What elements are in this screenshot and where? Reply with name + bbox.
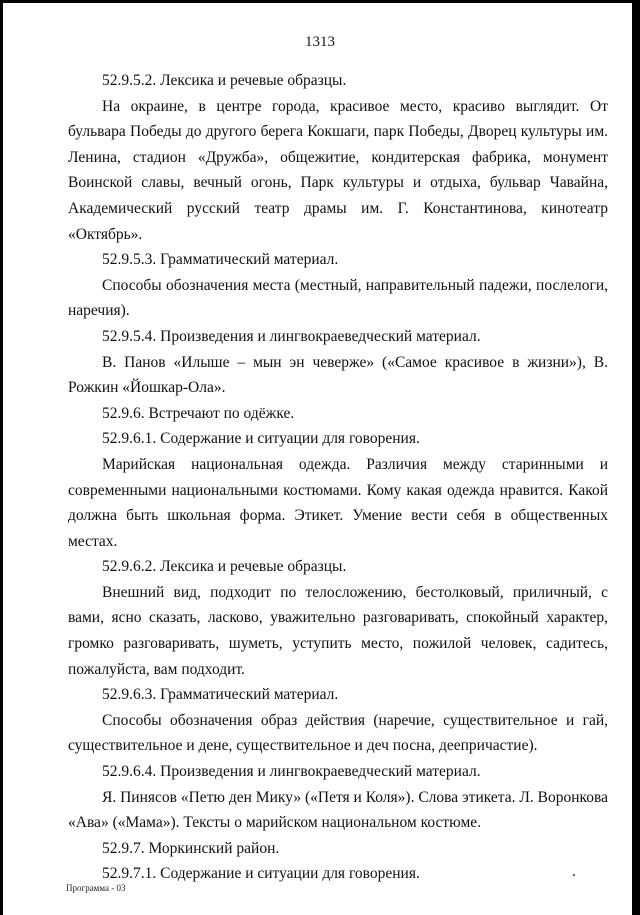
scan-border-right: [632, 0, 640, 915]
paragraph-vocabulary-appearance: Внешний вид, подходит по телосложению, бестолковый, приличный, с вами, ясно сказать, ласково, уважительно разговаривать, спокойный характер, громко разговаривать, шуметь, уступить место, пожилой человек, садитесь, пожалуйста, вам подходит.: [68, 583, 608, 678]
heading-52-9-5-3: 52.9.5.3. Грамматический материал.: [102, 251, 339, 269]
heading-52-9-6-1: 52.9.6.1. Содержание и ситуации для говорения.: [102, 430, 420, 448]
heading-52-9-7: 52.9.7. Моркинский район.: [102, 839, 280, 857]
paragraph-grammar-place: Способы обозначения места (местный, направительный падежи, послелоги, наречия).: [68, 276, 608, 320]
heading-52-9-5-2: 52.9.5.2. Лексика и речевые образцы.: [102, 72, 347, 89]
paragraph-works-panov: В. Панов «Илыше – мын эн чеверже» («Самое красивое в жизни»), В. Рожкин «Йошкар-Ола».: [68, 353, 608, 397]
scan-border-left: [0, 0, 3, 915]
paragraph-vocabulary-city: На окраине, в центре города, красивое место, красиво выглядит. От бульвара Победы до другого берега Кокшаги, парк Победы, Дворец культуры им. Ленина, стадион «Дружба», общежитие, кондитерская фабрика, монумент Воинской славы, вечный огонь, Парк культуры и отдыха, бульвар Чавайна, Академический русский театр драмы им. Г. Константинова, кинотеатр «Октябрь».: [68, 97, 608, 243]
heading-52-9-5-4: 52.9.5.4. Произведения и лингвокраеведческий материал.: [102, 327, 481, 345]
heading-52-9-6-2: 52.9.6.2. Лексика и речевые образцы.: [102, 558, 347, 576]
footer-label: Программа - 03: [66, 883, 126, 893]
heading-52-9-7-1: 52.9.7.1. Содержание и ситуации для говорения.: [102, 865, 420, 883]
scan-speck: [573, 874, 575, 876]
heading-52-9-6-3: 52.9.6.3. Грамматический материал.: [102, 686, 339, 704]
scan-border-top: [0, 0, 640, 3]
document-body: [68, 68, 608, 887]
paragraph-national-clothing: Марийская национальная одежда. Различия между старинными и современными национальными костюмами. Кому какая одежда нравится. Какой должна быть школьная форма. Этикет. Умение вести себя в общественных местах.: [68, 455, 608, 550]
page-number: 1313: [305, 34, 335, 50]
heading-52-9-6: 52.9.6. Встречают по одёжке.: [102, 404, 295, 422]
heading-52-9-6-4: 52.9.6.4. Произведения и лингвокраеведческий материал.: [102, 763, 481, 781]
paragraph-grammar-manner: Способы обозначения образ действия (наречие, существительное и гай, существительное и дене, существительное и деч посна, деепричастие).: [68, 711, 608, 755]
paragraph-works-pinyasov: Я. Пинясов «Петю ден Мику» («Петя и Коля»). Слова этикета. Л. Воронкова «Ава» («Мама»). Тексты о марийском национальном костюме.: [68, 788, 608, 832]
